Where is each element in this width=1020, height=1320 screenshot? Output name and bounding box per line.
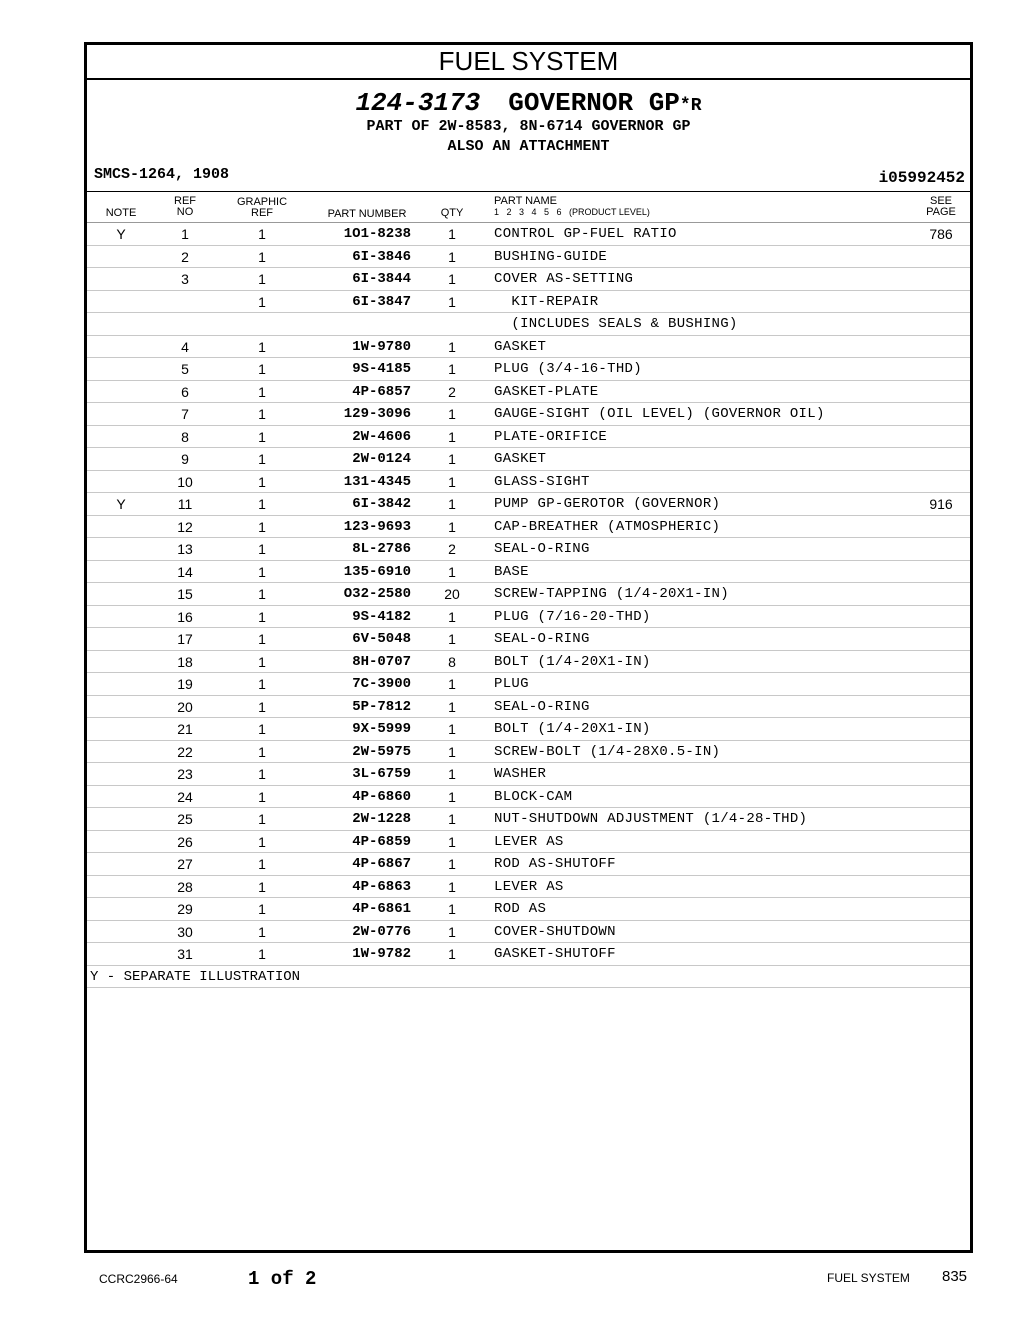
graphic-ref-cell: 1	[258, 833, 266, 850]
ref-no-cell: 23	[177, 766, 193, 782]
qty-cell: 1	[448, 721, 456, 737]
ref-no-cell: 19	[177, 676, 193, 692]
graphic-ref-cell: 1	[258, 698, 266, 715]
part-name-cell: GLASS-SIGHT	[494, 473, 590, 490]
part-name-cell: PLUG	[494, 676, 529, 692]
header-part-number: PART NUMBER	[327, 208, 407, 220]
qty-cell: 1	[448, 946, 456, 962]
part-name-cell: SCREW-TAPPING (1/4-20X1-IN)	[494, 586, 729, 602]
part-number-cell: 6I-3842	[352, 496, 411, 512]
part-name-cell: KIT-REPAIR	[494, 293, 599, 310]
ref-no-cell: 7	[181, 406, 189, 422]
part-number-cell: 5P-7812	[352, 698, 411, 715]
part-number-cell: 129-3096	[343, 406, 411, 422]
qty-cell: 1	[448, 788, 456, 805]
ref-no-cell: 12	[177, 518, 193, 535]
header-see-page-line1: SEE	[929, 195, 952, 207]
ref-no-cell: 15	[177, 586, 193, 602]
graphic-ref-cell: 1	[258, 383, 266, 400]
part-number-cell: O32-2580	[343, 586, 411, 602]
part-name-cell: SEAL-O-RING	[494, 698, 590, 715]
qty-cell: 1	[448, 406, 456, 422]
part-number-cell: 6I-3846	[352, 248, 411, 265]
table-row	[87, 763, 970, 786]
part-number-cell: 131-4345	[343, 473, 411, 490]
ref-no-cell: 10	[177, 473, 193, 490]
part-number-cell: 4P-6867	[352, 856, 411, 872]
ref-no-cell: 25	[177, 811, 193, 827]
ref-no-cell: 2	[181, 248, 189, 265]
part-name-cell: LEVER AS	[494, 833, 564, 850]
part-name-cell: CAP-BREATHER (ATMOSPHERIC)	[494, 518, 721, 535]
part-number-cell: 2W-0776	[352, 923, 411, 940]
part-number-cell: 135-6910	[343, 563, 411, 580]
qty-cell: 1	[448, 856, 456, 872]
illustration-id: i05992452	[878, 169, 965, 187]
ref-no-cell: 31	[177, 946, 193, 962]
table-body	[87, 223, 970, 966]
part-name-cell: CONTROL GP-FUEL RATIO	[494, 226, 677, 242]
see-page-cell: 786	[929, 226, 953, 242]
qty-cell: 1	[448, 833, 456, 850]
part-name-cell: PLUG (3/4-16-THD)	[494, 361, 642, 377]
qty-cell: 1	[448, 631, 456, 647]
part-number-cell: 4P-6863	[352, 878, 411, 895]
part-number-cell: 8H-0707	[352, 653, 411, 670]
graphic-ref-cell: 1	[258, 338, 266, 355]
qty-cell: 2	[448, 541, 456, 557]
page-count: 1 of 2	[248, 1268, 317, 1290]
ref-no-cell: 27	[177, 856, 193, 872]
ref-no-cell: 30	[177, 923, 193, 940]
table-row	[87, 313, 970, 336]
part-number-cell: 7C-3900	[352, 676, 411, 692]
parts-table	[87, 191, 970, 988]
qty-cell: 1	[448, 473, 456, 490]
graphic-ref-cell: 1	[258, 946, 266, 962]
ref-no-cell: 11	[177, 496, 193, 512]
ref-no-cell: 20	[177, 698, 193, 715]
graphic-ref-cell: 1	[258, 518, 266, 535]
qty-cell: 1	[448, 226, 456, 242]
ref-no-cell: 22	[177, 743, 193, 760]
part-name-cell: GASKET-PLATE	[494, 383, 599, 400]
graphic-ref-cell: 1	[258, 406, 266, 422]
ref-no-cell: 26	[177, 833, 193, 850]
graphic-ref-cell: 1	[258, 766, 266, 782]
graphic-ref-cell: 1	[258, 901, 266, 917]
group-number: 124-3173	[355, 88, 481, 118]
qty-cell: 1	[448, 608, 456, 625]
graphic-ref-cell: 1	[258, 878, 266, 895]
part-number-cell: 9S-4182	[352, 608, 411, 625]
qty-cell: 1	[448, 676, 456, 692]
table-row	[87, 493, 970, 516]
graphic-ref-cell: 1	[258, 653, 266, 670]
graphic-ref-cell: 1	[258, 631, 266, 647]
table-row	[87, 831, 970, 854]
table-row	[87, 898, 970, 921]
graphic-ref-cell: 1	[258, 361, 266, 377]
table-row	[87, 223, 970, 246]
table-row	[87, 336, 970, 359]
part-name-cell: COVER AS-SETTING	[494, 271, 634, 287]
smcs-code: SMCS-1264, 1908	[94, 166, 230, 183]
ref-no-cell: 6	[181, 383, 189, 400]
qty-cell: 1	[448, 338, 456, 355]
page-number: 835	[942, 1268, 968, 1285]
qty-cell: 1	[448, 248, 456, 265]
qty-cell: 1	[448, 428, 456, 445]
note-cell: Y	[116, 496, 126, 512]
part-of-line: PART OF 2W-8583, 8N-6714 GOVERNOR GP	[366, 118, 691, 135]
table-row	[87, 808, 970, 831]
part-name-cell: NUT-SHUTDOWN ADJUSTMENT (1/4-28-THD)	[494, 811, 808, 827]
qty-cell: 2	[448, 383, 456, 400]
graphic-ref-cell: 1	[258, 788, 266, 805]
part-number-cell: 6I-3844	[352, 271, 411, 287]
table-row	[87, 381, 970, 404]
part-name-cell: BLOCK-CAM	[494, 788, 573, 805]
part-name-cell: SCREW-BOLT (1/4-28X0.5-IN)	[494, 743, 721, 760]
header-graphic-ref-line1: GRAPHIC	[236, 196, 288, 208]
part-name-cell: BUSHING-GUIDE	[494, 248, 608, 265]
ref-no-cell: 1	[181, 226, 189, 242]
qty-cell: 1	[448, 923, 456, 940]
part-number-cell: 2W-0124	[352, 451, 411, 467]
part-name-cell: LEVER AS	[494, 878, 564, 895]
doc-code: CCRC2966-64	[99, 1272, 178, 1286]
part-number-cell: 8L-2786	[352, 541, 411, 557]
part-name-cell: BOLT (1/4-20X1-IN)	[494, 721, 651, 737]
part-number-cell: 4P-6857	[352, 383, 411, 400]
part-name-cell: GASKET-SHUTOFF	[494, 946, 616, 962]
note-cell: Y	[116, 226, 126, 242]
header-note: NOTE	[105, 207, 137, 219]
table-row	[87, 673, 970, 696]
table-row	[87, 741, 970, 764]
graphic-ref-cell: 1	[258, 226, 266, 242]
group-suffix: *R	[679, 96, 702, 116]
table-row	[87, 876, 970, 899]
legend-text: Y - SEPARATE ILLUSTRATION	[90, 968, 301, 985]
part-name-cell: SEAL-O-RING	[494, 631, 590, 647]
part-number-cell: 9X-5999	[352, 721, 411, 737]
header-product-level: 1 2 3 4 5 6 (PRODUCT LEVEL)	[494, 207, 650, 217]
part-name-cell: PUMP GP-GEROTOR (GOVERNOR)	[494, 496, 721, 512]
ref-no-cell: 4	[181, 338, 189, 355]
graphic-ref-cell: 1	[258, 563, 266, 580]
part-name-cell: ROD AS	[494, 901, 547, 917]
table-row	[87, 426, 970, 449]
ref-no-cell: 17	[177, 631, 193, 647]
part-name-cell: ROD AS-SHUTOFF	[494, 856, 616, 872]
qty-cell: 1	[448, 743, 456, 760]
graphic-ref-cell: 1	[258, 743, 266, 760]
legend-row	[87, 966, 970, 989]
graphic-ref-cell: 1	[258, 293, 266, 310]
table-row	[87, 696, 970, 719]
qty-cell: 1	[448, 518, 456, 535]
see-page-cell: 916	[929, 496, 953, 512]
part-number-cell: 2W-1228	[352, 811, 411, 827]
part-number-cell: 1O1-8238	[343, 226, 411, 242]
qty-cell: 1	[448, 698, 456, 715]
part-name-cell: BASE	[494, 563, 529, 580]
part-number-cell: 4P-6859	[352, 833, 411, 850]
header-ref-no-line1: REF	[174, 195, 196, 207]
part-name-cell: PLATE-ORIFICE	[494, 428, 608, 445]
part-name-cell: PLUG (7/16-20-THD)	[494, 608, 651, 625]
part-number-cell: 1W-9780	[352, 338, 411, 355]
graphic-ref-cell: 1	[258, 856, 266, 872]
ref-no-cell: 18	[177, 653, 193, 670]
header-part-name: PART NAME	[494, 195, 557, 207]
graphic-ref-cell: 1	[258, 721, 266, 737]
graphic-ref-cell: 1	[258, 586, 266, 602]
ref-no-cell: 29	[177, 901, 193, 917]
part-name-cell: GAUGE-SIGHT (OIL LEVEL) (GOVERNOR OIL)	[494, 406, 825, 422]
part-number-cell: 2W-5975	[352, 743, 411, 760]
graphic-ref-cell: 1	[258, 473, 266, 490]
part-name-cell: GASKET	[494, 338, 547, 355]
table-row	[87, 403, 970, 426]
part-number-cell: 4P-6861	[352, 901, 411, 917]
header-graphic-ref-line2: REF	[251, 207, 273, 219]
graphic-ref-cell: 1	[258, 811, 266, 827]
table-row	[87, 853, 970, 876]
qty-cell: 1	[448, 766, 456, 782]
part-name-cell: COVER-SHUTDOWN	[494, 923, 616, 940]
part-number-cell: 6I-3847	[352, 293, 411, 310]
section-title: FUEL SYSTEM	[87, 45, 970, 80]
ref-no-cell: 24	[177, 788, 193, 805]
header-ref-no-line2: NO	[176, 206, 194, 218]
graphic-ref-cell: 1	[258, 541, 266, 557]
graphic-ref-cell: 1	[258, 676, 266, 692]
table-row	[87, 516, 970, 539]
table-row	[87, 448, 970, 471]
header-qty: QTY	[440, 207, 464, 219]
part-number-cell: 6V-5048	[352, 631, 411, 647]
graphic-ref-cell: 1	[258, 923, 266, 940]
qty-cell: 1	[448, 361, 456, 377]
ref-no-cell: 9	[181, 451, 189, 467]
table-row	[87, 718, 970, 741]
table-row	[87, 471, 970, 494]
group-name: GOVERNOR GP	[508, 88, 680, 118]
graphic-ref-cell: 1	[258, 496, 266, 512]
part-number-cell: 123-9693	[343, 518, 411, 535]
graphic-ref-cell: 1	[258, 428, 266, 445]
footer-section: FUEL SYSTEM	[827, 1271, 910, 1285]
ref-no-cell: 16	[177, 608, 193, 625]
ref-no-cell: 28	[177, 878, 193, 895]
table-row	[87, 268, 970, 291]
table-row	[87, 786, 970, 809]
part-number-cell: 1W-9782	[352, 946, 411, 962]
part-number-cell: 3L-6759	[352, 766, 411, 782]
qty-cell: 20	[444, 586, 460, 602]
part-name-cell: BOLT (1/4-20X1-IN)	[494, 653, 651, 670]
table-row	[87, 921, 970, 944]
header-see-page-line2: PAGE	[926, 206, 956, 218]
table-row	[87, 246, 970, 269]
attachment-line: ALSO AN ATTACHMENT	[447, 138, 610, 155]
qty-cell: 1	[448, 271, 456, 287]
qty-cell: 1	[448, 293, 456, 310]
graphic-ref-cell: 1	[258, 451, 266, 467]
table-row	[87, 561, 970, 584]
part-name-cell: GASKET	[494, 451, 547, 467]
qty-cell: 1	[448, 563, 456, 580]
graphic-ref-cell: 1	[258, 248, 266, 265]
qty-cell: 1	[448, 451, 456, 467]
ref-no-cell: 5	[181, 361, 189, 377]
table-row	[87, 606, 970, 629]
part-name-cell: SEAL-O-RING	[494, 541, 590, 557]
table-row	[87, 583, 970, 606]
qty-cell: 1	[448, 901, 456, 917]
part-number-cell: 4P-6860	[352, 788, 411, 805]
qty-cell: 8	[448, 653, 456, 670]
qty-cell: 1	[448, 878, 456, 895]
table-row	[87, 943, 970, 966]
part-name-cell: WASHER	[494, 766, 547, 782]
table-row	[87, 538, 970, 561]
table-row	[87, 628, 970, 651]
part-name-cell: (INCLUDES SEALS & BUSHING)	[494, 316, 738, 332]
ref-no-cell: 8	[181, 428, 189, 445]
graphic-ref-cell: 1	[258, 271, 266, 287]
part-number-cell: 2W-4606	[352, 428, 411, 445]
ref-no-cell: 21	[177, 721, 193, 737]
ref-no-cell: 3	[181, 271, 189, 287]
table-row	[87, 291, 970, 314]
page-frame	[84, 42, 973, 1253]
table-row	[87, 651, 970, 674]
table-row	[87, 358, 970, 381]
qty-cell: 1	[448, 496, 456, 512]
qty-cell: 1	[448, 811, 456, 827]
part-number-cell: 9S-4185	[352, 361, 411, 377]
ref-no-cell: 14	[177, 563, 193, 580]
table-header	[87, 191, 970, 223]
ref-no-cell: 13	[177, 541, 193, 557]
graphic-ref-cell: 1	[258, 608, 266, 625]
